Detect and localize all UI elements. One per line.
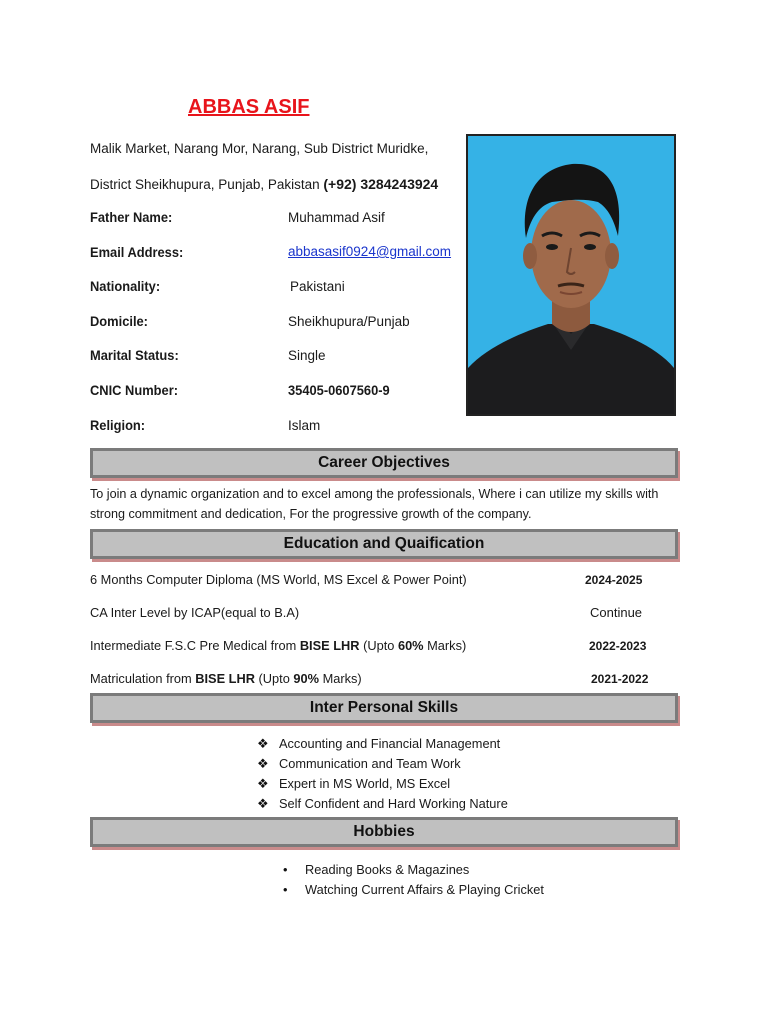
father-name-label: Father Name: (90, 209, 173, 225)
education-board: BISE LHR (195, 671, 255, 686)
candidate-name: ABBAS ASIF (188, 96, 310, 118)
phone-number: (+92) 3284243924 (323, 176, 439, 192)
list-item (283, 880, 544, 900)
list-item (257, 734, 508, 754)
nationality-value: Pakistani (290, 279, 345, 294)
education-year: 2024-2025 (585, 573, 643, 587)
email-link[interactable]: abbasasif0924@gmail.com (288, 244, 452, 259)
father-name-value: Muhammad Asif (288, 210, 385, 225)
list-item (257, 754, 508, 774)
education-year: 2021-2022 (591, 672, 649, 686)
list-item (283, 860, 544, 880)
education-item (90, 671, 362, 686)
education-item (90, 605, 299, 620)
career-objectives-text: To join a dynamic organization and to excel among the professionals, Where i can utilize my skills with strong commitment and dedication, For the progressive growth of the company. (90, 487, 659, 521)
skill-text: Self Confident and Hard Working Nature (279, 796, 508, 811)
education-item-text: Intermediate F.S.C Pre Medical from (90, 638, 300, 653)
cnic-value: 35405-0607560-9 (288, 382, 390, 398)
bullet-icon: • (283, 862, 288, 877)
marital-status-label: Marital Status: (90, 347, 179, 363)
education-marks: 90% (293, 671, 320, 686)
hobby-text: Reading Books & Magazines (305, 862, 470, 877)
education-item-text: CA Inter Level by ICAP(equal to B.A) (90, 605, 300, 620)
education-item-text: Marks) (423, 638, 467, 653)
education-item-text: 6 Months Computer Diploma (MS World, MS Excel & Power Point) (90, 572, 467, 587)
religion-label: Religion: (90, 417, 146, 433)
address-line-1: Malik Market, Narang Mor, Narang, Sub District Muridke, (90, 141, 429, 156)
domicile-label: Domicile: (90, 313, 148, 329)
skills-header: Inter Personal Skills (90, 693, 678, 723)
skills-list (257, 734, 508, 814)
skill-text: Accounting and Financial Management (279, 736, 501, 751)
list-item (257, 774, 508, 794)
education-year: Continue (590, 605, 643, 620)
career-objectives-header: Career Objectives (90, 448, 678, 478)
diamond-bullet-icon: ❖ (257, 796, 269, 811)
nationality-label: Nationality: (90, 278, 161, 294)
education-header: Education and Quaification (90, 529, 678, 559)
domicile-value: Sheikhupura/Punjab (288, 314, 410, 329)
diamond-bullet-icon: ❖ (257, 756, 269, 771)
education-item-text: (Upto (359, 638, 398, 653)
skill-text: Communication and Team Work (279, 756, 461, 771)
cnic-label: CNIC Number: (90, 382, 179, 398)
profile-photo (466, 134, 676, 416)
education-item (90, 638, 466, 653)
education-item-text: Matriculation from (90, 671, 196, 686)
hobby-text: Watching Current Affairs & Playing Cricket (305, 882, 544, 897)
education-board: BISE LHR (299, 638, 360, 653)
education-year: 2022-2023 (589, 639, 647, 653)
diamond-bullet-icon: ❖ (257, 776, 269, 791)
education-marks: 60% (397, 638, 424, 653)
bullet-icon: • (283, 882, 288, 897)
address-line-2-text: District Sheikhupura, Punjab, Pakistan (90, 177, 320, 192)
diamond-bullet-icon: ❖ (257, 736, 269, 751)
skill-text: Expert in MS World, MS Excel (279, 776, 451, 791)
religion-value: Islam (288, 418, 321, 433)
list-item (257, 794, 508, 814)
hobbies-header: Hobbies (90, 817, 678, 847)
hobbies-list (283, 860, 544, 900)
marital-status-value: Single (288, 348, 326, 363)
education-item-text: (Upto (254, 671, 294, 686)
education-item-text: Marks) (319, 671, 362, 686)
email-label: Email Address: (90, 244, 184, 260)
education-item (90, 572, 467, 587)
address-line-2 (90, 176, 438, 192)
portrait-illustration (468, 136, 674, 414)
